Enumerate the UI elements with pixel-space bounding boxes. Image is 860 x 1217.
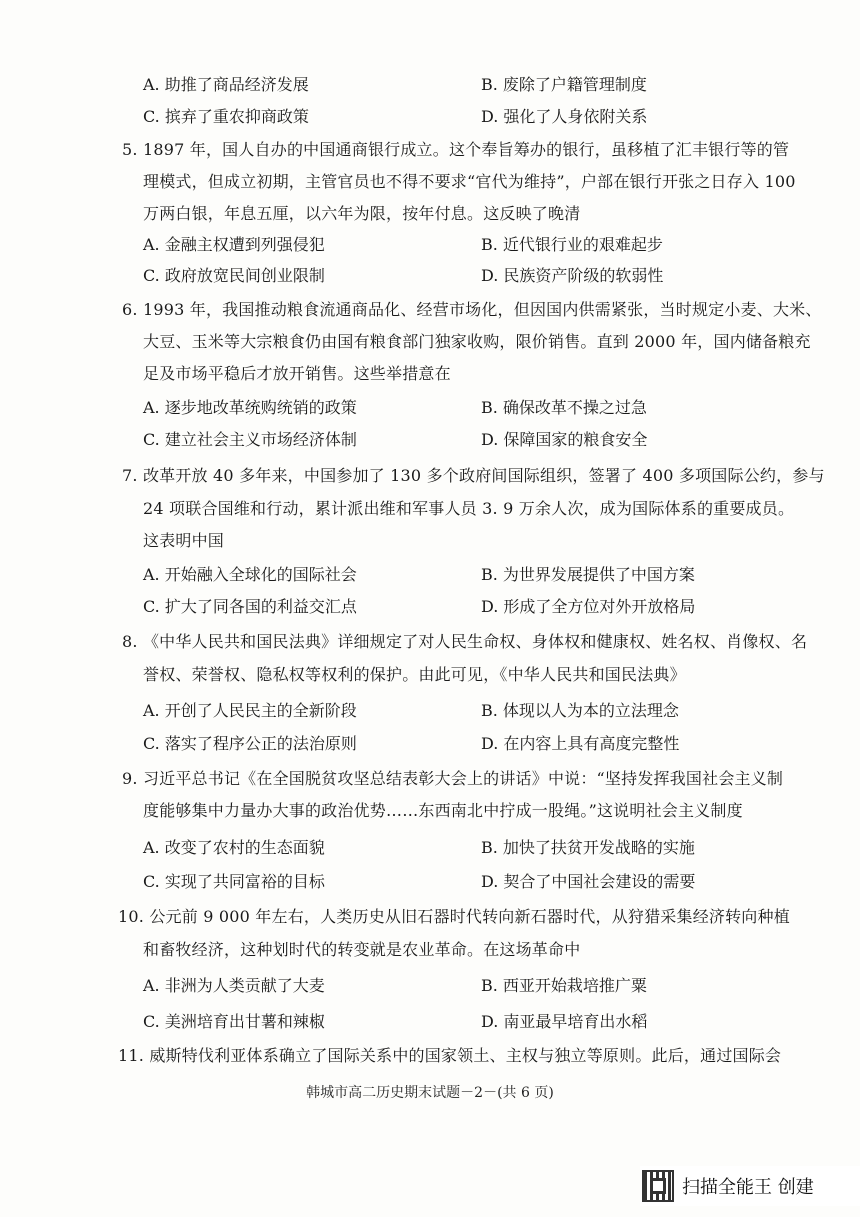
q8-option-c: C. 落实了程序公正的法治原则 [143,734,357,753]
q10-option-c: C. 美洲培育出甘薯和辣椒 [143,1012,325,1031]
q9-option-b: B. 加快了扶贫开发战略的实施 [481,838,695,857]
q5-stem-line: 5. 1897 年，国人自办的中国通商银行成立。这个奉旨筹办的银行，虽移植了汇丰银行等的管 [122,140,790,159]
q9-option-a: A. 改变了农村的生态面貌 [143,838,325,857]
q9-stem-line: 度能够集中力量办大事的政治优势……东西南北中拧成一股绳。”这说明社会主义制度 [143,801,743,820]
q6-option-a: A. 逐步地改革统购统销的政策 [143,398,357,417]
qr-code-icon [642,1170,674,1202]
scanner-watermark [640,1166,860,1206]
q10-option-d: D. 南亚最早培育出水稻 [481,1012,648,1031]
q6-option-b: B. 确保改革不操之过急 [481,398,647,417]
q6-stem-line: 6. 1993 年，我国推动粮食流通商品化、经营市场化，但因国内供需紧张，当时规定小麦、大米、 [122,300,822,319]
q5-option-b: B. 近代银行业的艰难起步 [481,235,663,254]
q7-option-b: B. 为世界发展提供了中国方案 [481,565,695,584]
q8-option-d: D. 在内容上具有高度完整性 [481,734,680,753]
q6-option-c: C. 建立社会主义市场经济体制 [143,430,357,449]
q11-stem-line: 11. 威斯特伐利亚体系确立了国际关系中的国家领土、主权与独立等原则。此后，通过国际会 [118,1046,782,1065]
q9-option-d: D. 契合了中国社会建设的需要 [481,872,696,891]
q6-stem-line: 大豆、玉米等大宗粮食仍由国有粮食部门独家收购，限价销售。直到 2000 年，国内储备粮充 [143,332,811,351]
q4-option-b: B. 废除了户籍管理制度 [481,75,647,94]
q10-option-b: B. 西亚开始栽培推广粟 [481,976,647,995]
q7-stem-line: 这表明中国 [143,531,225,550]
q5-option-c: C. 政府放宽民间创业限制 [143,266,325,285]
q7-option-c: C. 扩大了同各国的利益交汇点 [143,597,357,616]
q8-stem-line: 8. 《中华人民共和国民法典》详细规定了对人民生命权、身体权和健康权、姓名权、肖像权、名 [122,632,808,651]
q7-option-d: D. 形成了全方位对外开放格局 [481,597,696,616]
q4-option-d: D. 强化了人身依附关系 [481,107,648,126]
q4-option-a: A. 助推了商品经济发展 [143,75,309,94]
q7-stem-line: 24 项联合国维和行动，累计派出维和军事人员 3. 9 万余人次，成为国际体系的重要成员。 [143,499,795,518]
watermark-text: 扫描全能王 创建 [682,1177,814,1198]
q4-option-c: C. 摈弃了重农抑商政策 [143,107,309,126]
q8-option-b: B. 体现以人为本的立法理念 [481,701,679,720]
q6-option-d: D. 保障国家的粮食安全 [481,430,648,449]
q10-stem-line: 和畜牧经济，这种划时代的转变就是农业革命。在这场革命中 [143,940,581,959]
q8-option-a: A. 开创了人民民主的全新阶段 [143,701,357,720]
q5-option-d: D. 民族资产阶级的软弱性 [481,266,664,285]
q7-stem-line: 7. 改革开放 40 多年来，中国参加了 130 多个政府间国际组织，签署了 400 多项国际公约，参与 [122,466,825,485]
q5-stem-line: 理模式，但成立初期，主管官员也不得不要求“官代为维持”，户部在银行开张之日存入 100 [143,172,796,191]
page-footer: 韩城市高二历史期末试题－2－(共 6 页) [306,1085,554,1101]
q5-stem-line: 万两白银，年息五厘，以六年为限，按年付息。这反映了晚清 [143,204,581,223]
q9-option-c: C. 实现了共同富裕的目标 [143,872,325,891]
q9-stem-line: 9. 习近平总书记《在全国脱贫攻坚总结表彰大会上的讲话》中说：“坚持发挥我国社会主义制 [122,769,784,788]
q5-option-a: A. 金融主权遭到列强侵犯 [143,235,325,254]
q10-option-a: A. 非洲为人类贡献了大麦 [143,976,325,995]
q7-option-a: A. 开始融入全球化的国际社会 [143,565,357,584]
q6-stem-line: 足及市场平稳后才放开销售。这些举措意在 [143,364,451,383]
q10-stem-line: 10. 公元前 9 000 年左右，人类历史从旧石器时代转向新石器时代，从狩猎采集经济转向种植 [118,907,790,926]
q8-stem-line: 誉权、荣誉权、隐私权等权利的保护。由此可见，《中华人民共和国民法典》 [143,665,686,684]
